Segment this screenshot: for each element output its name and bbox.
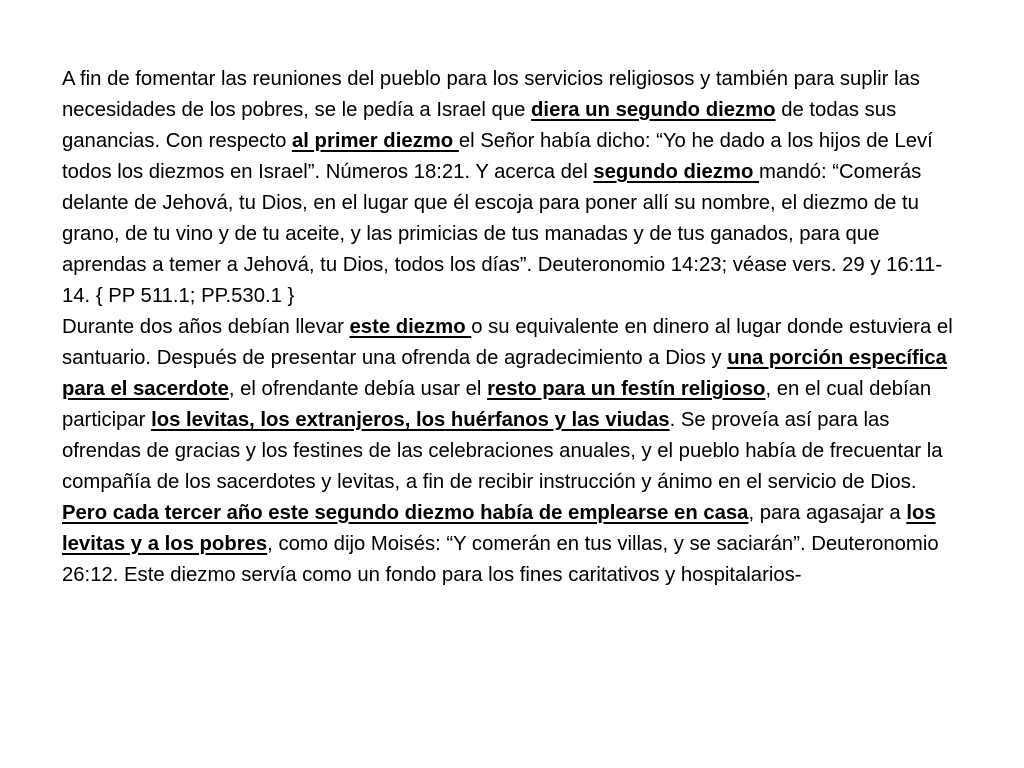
paragraph-1	[62, 64, 962, 312]
segment: , para agasajar a	[748, 502, 907, 524]
segment: , en el cual debían participar	[62, 378, 932, 431]
segment: el Señor había dicho: “Yo he dado a los hijos de Leví todos los diezmos en Israel”. Números 18:21. Y acerca del	[62, 130, 933, 183]
segment: de todas sus ganancias. Con respecto	[62, 99, 897, 152]
underlined-phrase: diera un segundo diezmo	[531, 99, 776, 121]
underlined-phrase: al primer diezmo	[292, 130, 459, 152]
segment: , el ofrendante debía usar el	[228, 378, 488, 400]
underlined-phrase: una porción específica para el sacerdote	[62, 347, 947, 400]
underlined-phrase: los levitas, los extranjeros, los huérfanos y las viudas	[151, 409, 670, 431]
underlined-phrase: los levitas y a los pobres	[62, 502, 936, 555]
text-body	[62, 64, 962, 591]
segment: . Se proveía así para las ofrendas de gracias y los festines de las celebraciones anuales, y el pueblo había de frecuentar la compañía de los sacerdotes y levitas, a fin de recibir instrucción y ánimo en el servicio de Dios.	[62, 409, 943, 493]
segment: mandó: “Comerás delante de Jehová, tu Dios, en el lugar que él escoja para poner allí su nombre, el diezmo de tu grano, de tu vino y de tu aceite, y las primicias de tus manadas y de tus ganados, para que aprendas a temer a Jehová, tu Dios, todos los días”. Deuteronomio 14:23; véase vers. 29 y 16:11-14. { PP 511.1; PP.530.1 }	[62, 161, 943, 307]
paragraph-2	[62, 312, 962, 591]
underlined-phrase: este diezmo	[349, 316, 472, 338]
segment: , como dijo Moisés: “Y comerán en tus villas, y se saciarán”. Deuteronomio 26:12. Este diezmo servía como un fondo para los fines caritativos y hospitalarios-	[62, 533, 939, 586]
segment: o su equivalente en dinero al lugar donde estuviera el santuario. Después de presentar una ofrenda de agradecimiento a Dios y	[62, 316, 953, 369]
segment: Durante dos años debían llevar	[62, 316, 350, 338]
underlined-phrase: segundo diezmo	[593, 161, 759, 183]
segment: A fin de fomentar las reuniones del pueblo para los servicios religiosos y también para suplir las necesidades de los pobres, se le pedía a Israel que	[62, 68, 920, 121]
underlined-phrase: resto para un festín religioso	[487, 378, 766, 400]
underlined-phrase: Pero cada tercer año este segundo diezmo había de emplearse en casa	[62, 502, 749, 524]
